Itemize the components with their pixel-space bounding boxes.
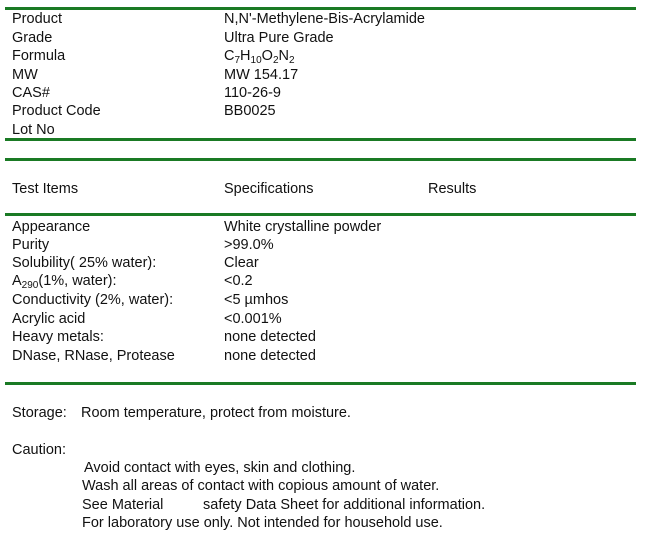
purity-label: Purity <box>12 237 50 253</box>
caution-line-4: For laboratory use only. Not intended for household use. <box>82 515 443 531</box>
dnase-label: DNase, RNase, Protease <box>12 348 175 364</box>
specifications-header: Specifications <box>224 181 314 197</box>
product-label: Product <box>12 11 62 27</box>
formula-value: $C_7H_{10}O_2N_2$ <box>224 48 295 66</box>
rule-5 <box>5 382 636 385</box>
appearance-label: Appearance <box>12 219 91 235</box>
lot-no-label: Lot No <box>12 122 55 138</box>
cas-value: 110-26-9 <box>224 85 281 101</box>
conductivity-label: Conductivity (2%, water): <box>12 292 174 308</box>
appearance-value: White crystalline powder <box>224 219 382 235</box>
storage-text: Room temperature, protect from moisture. <box>81 405 351 421</box>
solubility-label: Solubility( 25% water): <box>12 255 157 271</box>
storage-label: Storage: <box>12 405 67 421</box>
acrylic-acid-label: Acrylic acid <box>12 311 86 327</box>
a290-label: $A_{290}(1\%$, water): <box>12 273 117 291</box>
mw-value: MW 154.17 <box>224 67 299 83</box>
caution-line-3a: See Material <box>82 497 164 513</box>
rule-2 <box>5 138 636 141</box>
product-code-value: BB0025 <box>224 103 276 119</box>
cas-label: CAS# <box>12 85 50 101</box>
acrylic-acid-value: <0.001% <box>224 311 282 327</box>
caution-line-1: Avoid contact with eyes, skin and clothing. <box>84 460 356 476</box>
test-items-header: Test Items <box>12 181 79 197</box>
grade-label: Grade <box>12 30 53 46</box>
product-code-label: Product Code <box>12 103 101 119</box>
heavy-metals-label: Heavy metals: <box>12 329 104 345</box>
heavy-metals-value: none detected <box>224 329 316 345</box>
caution-line-2: Wash all areas of contact with copious amount of water. <box>82 478 440 494</box>
rule-3 <box>5 158 636 161</box>
top-rule <box>5 7 636 10</box>
results-header: Results <box>428 181 477 197</box>
purity-value: >99.0% <box>224 237 274 253</box>
rule-4 <box>5 213 636 216</box>
conductivity-value: <5 µmhos <box>224 292 289 308</box>
mw-label: MW <box>12 67 38 83</box>
dnase-value: none detected <box>224 348 316 364</box>
product-value: N,N'-Methylene-Bis-Acrylamide <box>224 11 425 27</box>
caution-line-3b: safety Data Sheet for additional information. <box>203 497 486 513</box>
solubility-value: Clear <box>224 255 259 271</box>
a290-value: <0.2 <box>224 273 253 289</box>
grade-value: Ultra Pure Grade <box>224 30 334 46</box>
formula-label: Formula <box>12 48 66 64</box>
caution-label: Caution: <box>12 442 67 458</box>
